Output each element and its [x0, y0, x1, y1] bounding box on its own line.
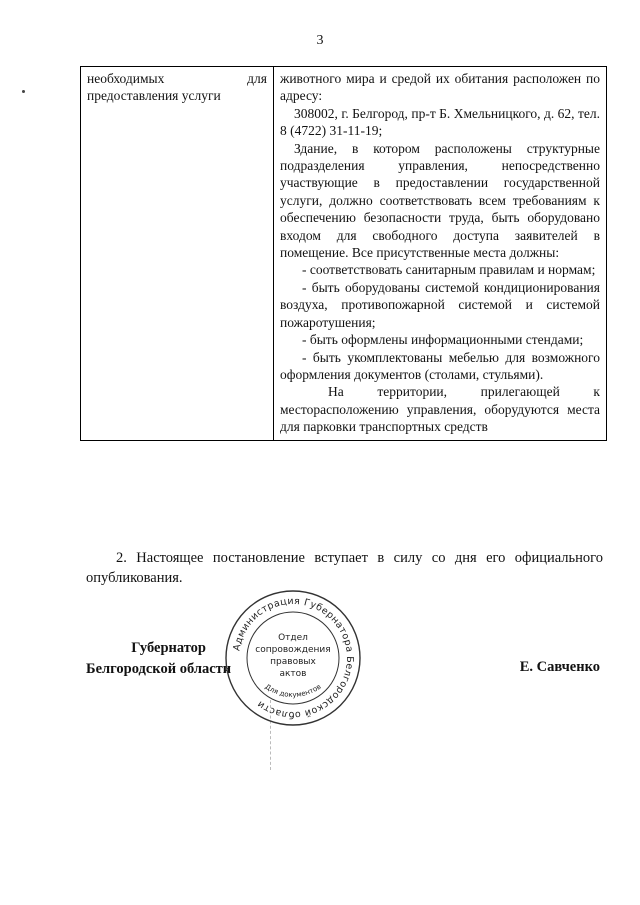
paragraph: На территории, прилегающей к месторасположению управления, оборудуются места для парковки транспортных средств — [280, 384, 600, 435]
clause-text: 2. Настоящее постановление вступает в силу со дня его официального опубликования. — [86, 550, 603, 586]
cell-text-line: необходимых для — [87, 71, 267, 86]
paragraph: Здание, в котором расположены структурные подразделения управления, непосредственно участвующие в предоставлении государственной услуги, должно соответствовать всем требованиям к обеспечению безопасности труда, быть оборудовано входом для свободного доступа заявителей в помещение. Все присутственные места должны: — [280, 140, 600, 261]
list-item: - быть оформлены информационными стендами; — [302, 332, 584, 348]
stamp-inner-line: актов — [279, 669, 307, 679]
stamp-bottom-text: Для документов — [263, 682, 323, 700]
official-stamp — [223, 588, 363, 728]
signatory-title-line: Губернатор — [131, 640, 206, 656]
requirements-table — [80, 66, 607, 441]
page-number: 3 — [316, 33, 324, 48]
table-row — [81, 67, 607, 441]
list-item: - соответствовать санитарным правилам и нормам; — [302, 262, 596, 278]
cell-text-line: предоставления услуги — [87, 88, 221, 104]
list-item: - быть оборудованы системой кондиционирования воздуха, противопожарной системой и системой пожаротушения; — [280, 279, 600, 330]
signatory-name: Е. Савченко — [519, 659, 600, 675]
paragraph: 308002, г. Белгород, пр-т Б. Хмельницкого, д. 62, тел. 8 (4722) 31-11-19; — [280, 105, 600, 139]
svg-text:Для документов — [263, 683, 322, 699]
list-item: - быть укомплектованы мебелью для возможного оформления документов (столами, стульями). — [280, 349, 600, 382]
stamp-inner-line: Отдел — [278, 633, 308, 643]
stamp-ring-text: Администрация Губернатора Белгородской области — [231, 595, 356, 721]
paragraph: животного мира и средой их обитания расположен по адресу: — [280, 71, 600, 104]
table-cell-left — [81, 67, 274, 441]
stamp-inner-line: сопровождения — [255, 645, 331, 655]
scan-speck — [22, 90, 25, 93]
signatory-title-line: Белгородской области — [86, 661, 232, 677]
table-cell-right — [274, 67, 607, 441]
stamp-inner-line: правовых — [270, 657, 316, 667]
